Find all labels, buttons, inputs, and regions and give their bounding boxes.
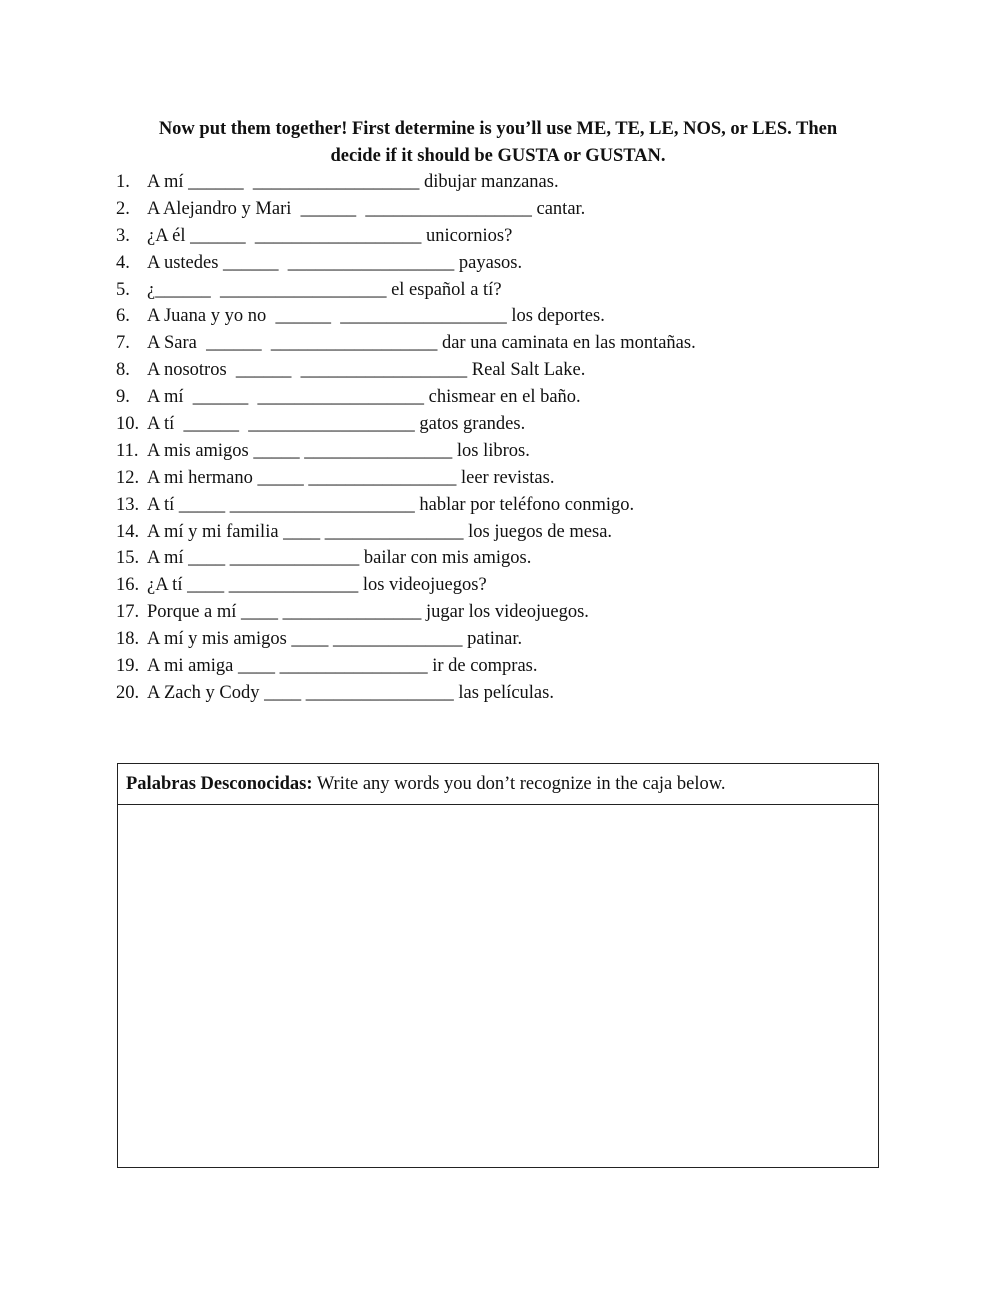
item-text: A mi hermano _____ ________________ leer revistas. bbox=[147, 467, 555, 488]
item-number: 3. bbox=[116, 225, 130, 246]
exercise-list bbox=[116, 169, 876, 707]
item-text: A Alejandro y Mari ______ __________________ cantar. bbox=[147, 198, 586, 219]
unknown-words-instruction: Write any words you don’t recognize in the caja below. bbox=[312, 774, 726, 794]
item-text: A mí ______ __________________ dibujar manzanas. bbox=[147, 172, 559, 192]
list-item bbox=[116, 572, 876, 599]
item-text: Porque a mí ____ _______________ jugar los videojuegos. bbox=[147, 602, 589, 623]
unknown-words-writing-area[interactable] bbox=[118, 805, 878, 1167]
item-text: A mí y mi familia ____ _______________ los juegos de mesa. bbox=[147, 521, 613, 542]
item-number: 13. bbox=[116, 494, 140, 515]
item-number: 9. bbox=[116, 387, 130, 408]
item-number: 2. bbox=[116, 198, 130, 219]
item-text: A tí ______ __________________ gatos grandes. bbox=[147, 414, 526, 435]
item-number: 12. bbox=[116, 467, 140, 488]
item-text: ¿A él ______ __________________ unicornios? bbox=[147, 225, 513, 246]
item-text: A mí ____ ______________ bailar con mis amigos. bbox=[147, 548, 532, 569]
list-item bbox=[116, 196, 876, 223]
list-item bbox=[116, 519, 876, 546]
list-item bbox=[116, 169, 876, 196]
worksheet-instructions bbox=[118, 116, 878, 170]
list-item bbox=[116, 411, 876, 438]
list-item bbox=[116, 250, 876, 277]
list-item bbox=[116, 303, 876, 330]
item-number: 16. bbox=[116, 575, 140, 596]
list-item bbox=[116, 680, 876, 707]
list-item bbox=[116, 384, 876, 411]
list-item bbox=[116, 626, 876, 653]
list-item bbox=[116, 357, 876, 384]
item-text: A Zach y Cody ____ ________________ las películas. bbox=[147, 682, 554, 703]
item-number: 15. bbox=[116, 548, 140, 569]
item-number: 19. bbox=[116, 656, 140, 677]
item-number: 17. bbox=[116, 602, 140, 623]
item-number: 1. bbox=[116, 172, 130, 192]
item-text: A Juana y yo no ______ __________________ los deportes. bbox=[147, 306, 605, 327]
instructions-line-2: decide if it should be GUSTA or GUSTAN. bbox=[330, 146, 666, 166]
list-item bbox=[116, 599, 876, 626]
list-item bbox=[116, 465, 876, 492]
list-item bbox=[116, 492, 876, 519]
item-text: A tí _____ ____________________ hablar por teléfono conmigo. bbox=[147, 494, 635, 515]
item-text: A Sara ______ __________________ dar una caminata en las montañas. bbox=[147, 333, 696, 354]
item-text: ¿______ __________________ el español a tí? bbox=[147, 279, 502, 300]
item-text: A mis amigos _____ ________________ los libros. bbox=[147, 440, 530, 461]
item-number: 20. bbox=[116, 682, 140, 703]
item-number: 8. bbox=[116, 360, 130, 381]
list-item bbox=[116, 330, 876, 357]
instructions-line-1: Now put them together! First determine is you’ll use ME, TE, LE, NOS, or LES. Then bbox=[158, 119, 838, 139]
unknown-words-label: Palabras Desconocidas: bbox=[126, 774, 313, 794]
unknown-words-box bbox=[117, 763, 879, 1168]
item-number: 5. bbox=[116, 279, 130, 300]
item-number: 7. bbox=[116, 333, 130, 354]
item-number: 14. bbox=[116, 521, 140, 542]
list-item bbox=[116, 438, 876, 465]
list-item bbox=[116, 653, 876, 680]
item-text: A mí y mis amigos ____ ______________ patinar. bbox=[147, 629, 523, 650]
item-number: 18. bbox=[116, 629, 140, 650]
item-number: 6. bbox=[116, 306, 130, 327]
item-text: A mi amiga ____ ________________ ir de compras. bbox=[147, 656, 538, 677]
list-item bbox=[116, 545, 876, 572]
item-number: 11. bbox=[116, 440, 139, 461]
item-number: 4. bbox=[116, 252, 130, 273]
item-text: A mí ______ __________________ chismear en el baño. bbox=[147, 387, 581, 408]
list-item bbox=[116, 223, 876, 250]
unknown-words-header bbox=[118, 764, 878, 805]
item-text: ¿A tí ____ ______________ los videojuegos? bbox=[147, 575, 487, 596]
item-text: A ustedes ______ __________________ payasos. bbox=[147, 252, 523, 273]
item-text: A nosotros ______ __________________ Real Salt Lake. bbox=[147, 360, 586, 381]
list-item bbox=[116, 277, 876, 304]
item-number: 10. bbox=[116, 414, 140, 435]
